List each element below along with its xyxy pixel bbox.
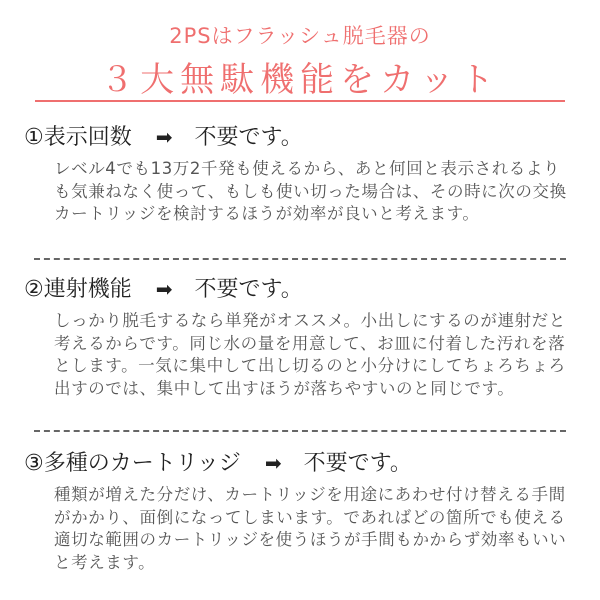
section-body: 種類が増えた分だけ、カートリッジを用途にあわせ付け替える手間がかかり、面倒になってしまいます。であればどの箇所でも使える適切な範囲のカートリッジを使うほうが手間もかからず効率もいいと考えます。 [54, 485, 567, 572]
section-heading [24, 446, 412, 477]
section-verdict: 不要です。 [194, 277, 303, 302]
section-label: ③多種のカートリッジ [24, 451, 241, 476]
section-heading [24, 120, 303, 151]
section-body: しっかり脱毛するなら単発がオススメ。小出しにするのが連射だと考えるからです。同じ水の量を用意して、お皿に付着した汚れを落とします。一気に集中して出し切るのと小分けにしてちょろちょろ出すのでは、集中して出すほうが落ちやすいのと同じです。 [54, 311, 566, 398]
arrow-right-icon: ➡ [264, 451, 282, 475]
arrow-right-icon: ➡ [155, 277, 173, 301]
page-title: ３大無駄機能をカット [100, 60, 500, 100]
section-label: ①表示回数 [24, 125, 132, 150]
section-verdict: 不要です。 [194, 125, 303, 150]
section-label: ②連射機能 [24, 277, 132, 302]
section-body: レベル4でも13万2千発も使えるから、あと何回と表示されるよりも気兼ねなく使って、もしも使い切った場合は、その時に次の交換カートリッジを検討するほうが効率が良いと考えます。 [54, 159, 567, 223]
subtitle: 2PSはフラッシュ脱毛器の [169, 24, 431, 48]
section-divider [34, 430, 566, 432]
section-verdict: 不要です。 [303, 451, 412, 476]
arrow-right-icon: ➡ [155, 125, 173, 149]
section-divider [34, 258, 566, 260]
section-heading [24, 272, 303, 303]
title-underline [35, 100, 565, 102]
